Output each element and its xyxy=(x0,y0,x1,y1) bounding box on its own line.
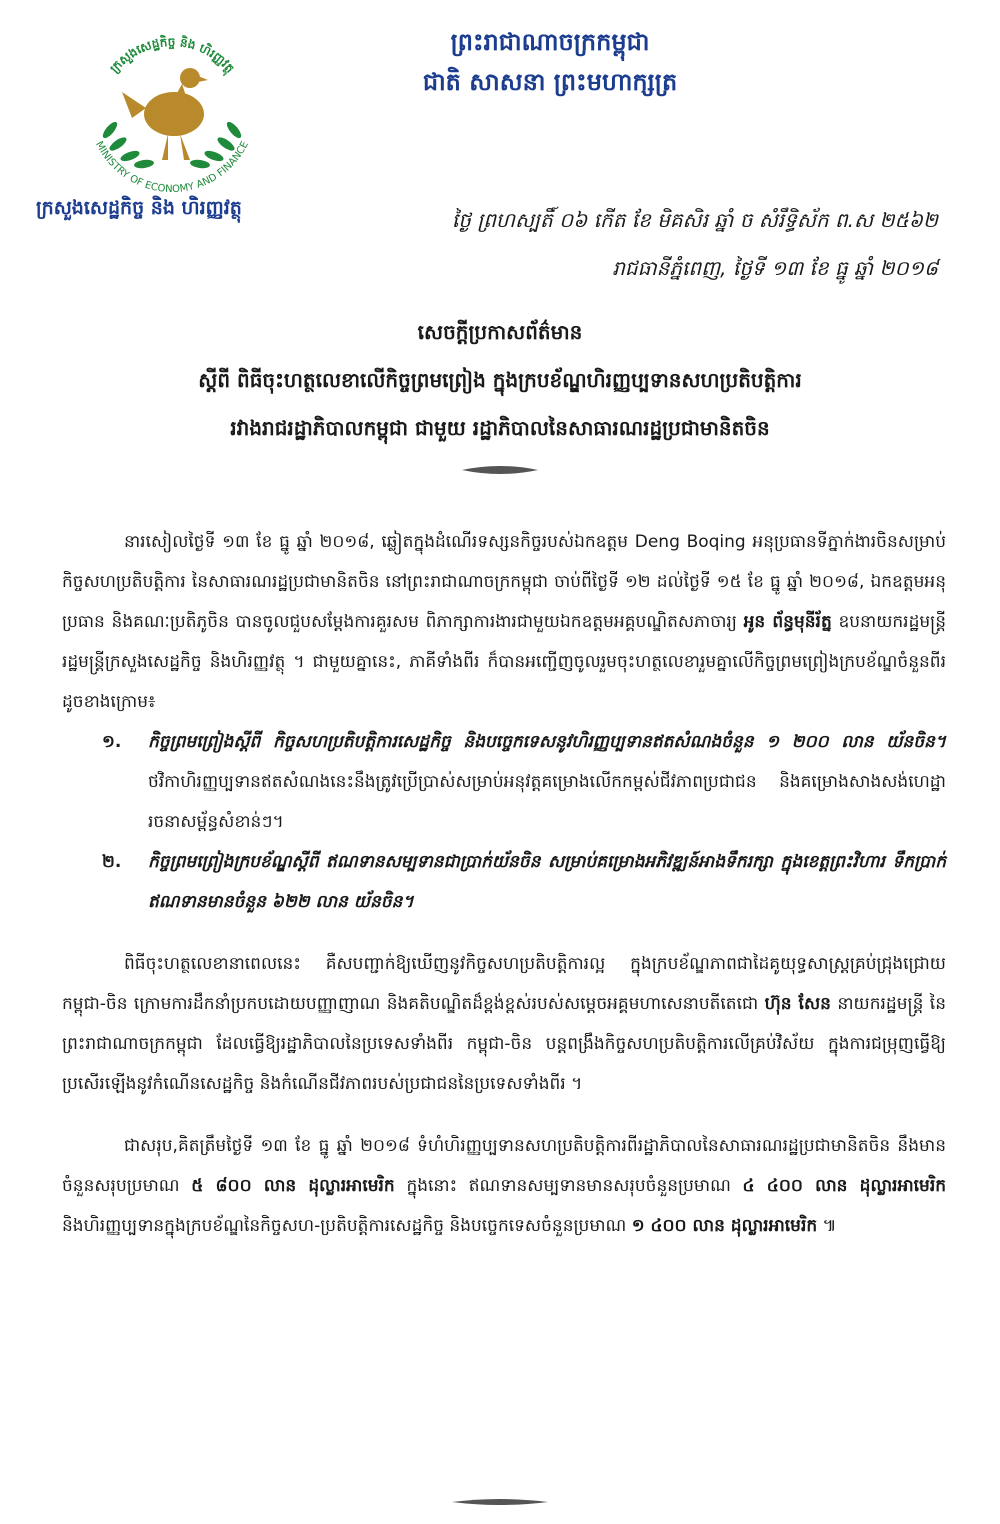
prime-minister-name: ហ៊ុន សែន xyxy=(764,994,831,1014)
ornament-icon xyxy=(450,1494,550,1510)
golden-bird-icon xyxy=(122,68,208,160)
agreement-list xyxy=(62,722,946,922)
list-item: ១. កិច្ចព្រមព្រៀងស្តីពី កិច្ចសហប្រតិបត្តិការសេដ្ឋកិច្ច និងបច្ចេកទេសនូវហិរញ្ញប្បទានឥតសំណងចំនួន ១ ២០០ លាន យ័នចិន។ ថវិកាហិរញ្ញប្បទានឥតសំណងនេះនឹងត្រូវប្រើប្រាស់សម្រាប់អនុវត្តគម្រោងលើកកម្ពស់ជីវភាពប្រជាជន និងគម្រោងសាងសង់ហេដ្ឋារចនាសម្ព័ន្ធសំខាន់ៗ។ xyxy=(102,732,946,832)
grant-amount: ១ ៤០០ លាន ដុល្លារអាមេរិក xyxy=(631,1216,818,1236)
ornament-divider-bottom xyxy=(450,1494,550,1510)
title-line-2: ស្តីពី ពិធីចុះហត្ថលេខាលើកិច្ចព្រមព្រៀង ក្នុងក្របខ័ណ្ឌហិរញ្ញប្បទានសហប្រតិបត្តិការ xyxy=(198,368,802,392)
place-date: រាជធានីភ្នំពេញ, ថ្ងៃទី ១៣ ខែ ធ្នូ ឆ្នាំ ២០១៨ xyxy=(612,256,938,280)
document-title xyxy=(40,308,960,452)
paragraph-2: ពិធីចុះហត្ថលេខានាពេលនេះ គឺសបញ្ជាក់ឱ្យឃើញនូវកិច្ចសហប្រតិបត្តិការល្អ ក្នុងក្របខ័ណ្ឌភាពជាដៃគូយុទ្ធសាស្ត្រគ្រប់ជ្រុងជ្រោយ កម្ពុជា-ចិន ក្រោមការដឹកនាំប្រកបដោយបញ្ញាញាណ និងគតិបណ្ឌិតដ៏ខ្ពង់ខ្ពស់របស់សម្តេចអគ្គមហាសេនាបតីតេជោ ហ៊ុន សែន នាយករដ្ឋមន្ត្រី នៃព្រះរាជាណាចក្រកម្ពុជា ដែលធ្វើឱ្យរដ្ឋាភិបាលនៃប្រទេសទាំងពីរ កម្ពុជា-ចិន បន្តពង្រឹងកិច្ចសហប្រតិបត្តិការលើគ្រប់វិស័យ ក្នុងការជម្រុញធ្វើឱ្យប្រសើរឡើងនូវកំណើនសេដ្ឋកិច្ច និងកំណើនជីវភាពរបស់ប្រជាជននៃប្រទេសទាំងពីរ ។ xyxy=(62,954,946,1094)
ornament-icon xyxy=(460,462,540,478)
kingdom-line-2: ជាតិ សាសនា ព្រះមហាក្សត្រ xyxy=(422,68,678,96)
seal-ring-en: MINISTRY OF ECONOMY AND FINANCE xyxy=(93,139,251,192)
document-body xyxy=(62,522,946,1246)
concessional-amount: ៤ ៤០០ លាន ដុល្លារអាមេរិក xyxy=(742,1176,947,1196)
lunar-date: ថ្ងៃ ព្រហស្បតិ៍ ០៦ កើត ខែ មិគសិរ ឆ្នាំ ច សំរឹទ្ធិស័ក ព.ស ២៥៦២ xyxy=(451,208,938,232)
paragraph-3: ជាសរុប,គិតត្រឹមថ្ងៃទី ១៣ ខែ ធ្នូ ឆ្នាំ ២០១៨ ទំហំហិរញ្ញប្បទានសហប្រតិបត្តិការពីរដ្ឋាភិបាលនៃសាធារណរដ្ឋប្រជាមានិតចិន នឹងមានចំនួនសរុបប្រមាណ ៥ ៨០០ លាន ដុល្លារអាមេរិក ក្នុងនោះ ឥណទានសម្បទានមានសរុបចំនួនប្រមាណ ៤ ៤០០ លាន ដុល្លារអាមេរិក និងហិរញ្ញប្បទានក្នុងក្របខ័ណ្ឌនៃកិច្ចសហ-ប្រតិបត្តិការសេដ្ឋកិច្ច និងបច្ចេកទេសចំនួនប្រមាណ ១ ៤០០ លាន ដុល្លារអាមេរិក ៕ xyxy=(62,1136,947,1236)
date-block xyxy=(452,196,938,292)
ornament-divider xyxy=(460,462,540,478)
ministry-logo xyxy=(62,22,282,192)
total-amount: ៥ ៨០០ លាន ដុល្លារអាមេរិក xyxy=(191,1176,395,1196)
kingdom-line-1: ព្រះរាជាណាចក្រកម្ពុជា xyxy=(450,28,650,56)
title-line-1: សេចក្តីប្រកាសព័ត៌មាន xyxy=(417,320,583,344)
paragraph-1: នារសៀលថ្ងៃទី ១៣ ខែ ធ្នូ ឆ្នាំ ២០១៨, ឆ្លៀតក្នុងដំណើរទស្សនកិច្ចរបស់ឯកឧត្តម Deng Boqing អនុប្រធានទីភ្នាក់ងារចិនសម្រាប់កិច្ចសហប្រតិបត្តិការ នៃសាធារណរដ្ឋប្រជាមានិតចិន នៅព្រះរាជាណាចក្រកម្ពុជា ចាប់ពីថ្ងៃទី ១២ ដល់ថ្ងៃទី ១៥ ខែ ធ្នូ ឆ្នាំ ២០១៨, ឯកឧត្តមអនុប្រធាន និងគណៈប្រតិភូចិន បានចូលជួបសម្តែងការគួរសម ពិភាក្សាការងារជាមួយឯកឧត្តមអគ្គបណ្ឌិតសភាចារ្យ អូន ព័ន្ធមុនីរ័ត្ន ឧបនាយករដ្ឋមន្ត្រី រដ្ឋមន្ត្រីក្រសួងសេដ្ឋកិច្ច និងហិរញ្ញវត្ថុ ។ ជាមួយគ្នានេះ, ភាគីទាំងពីរ ក៏បានអញ្ជើញចូលរួមចុះហត្ថលេខារួមគ្នាលើកិច្ចព្រមព្រៀងក្របខ័ណ្ឌចំនួនពីរដូចខាងក្រោម៖ xyxy=(62,532,947,712)
ministry-seal-icon xyxy=(62,22,282,192)
title-line-3: រវាងរាជរដ្ឋាភិបាលកម្ពុជា ជាមួយ រដ្ឋាភិបាលនៃសាធារណរដ្ឋប្រជាមានិតចិន xyxy=(230,416,770,440)
kingdom-motto xyxy=(330,22,770,102)
ministry-name: ក្រសួងសេដ្ឋកិច្ច និង ហិរញ្ញវត្ថុ xyxy=(36,197,242,219)
official-name: អូន ព័ន្ធមុនីរ័ត្ន xyxy=(743,612,832,632)
list-item: ២. កិច្ចព្រមព្រៀងក្របខ័ណ្ឌស្តីពី ឥណទានសម្បទានជាប្រាក់យ័នចិន សម្រាប់គម្រោងអភិវឌ្ឍន៍អាងទឹករក្សា ក្នុងខេត្តព្រះវិហារ ទឹកប្រាក់ឥណទានមានចំនួន ៦២២ លាន យ័នចិន។ xyxy=(102,852,946,912)
seal-ring-kh: ក្រសួងសេដ្ឋកិច្ច និង ហិរញ្ញវត្ថុ xyxy=(107,34,237,76)
